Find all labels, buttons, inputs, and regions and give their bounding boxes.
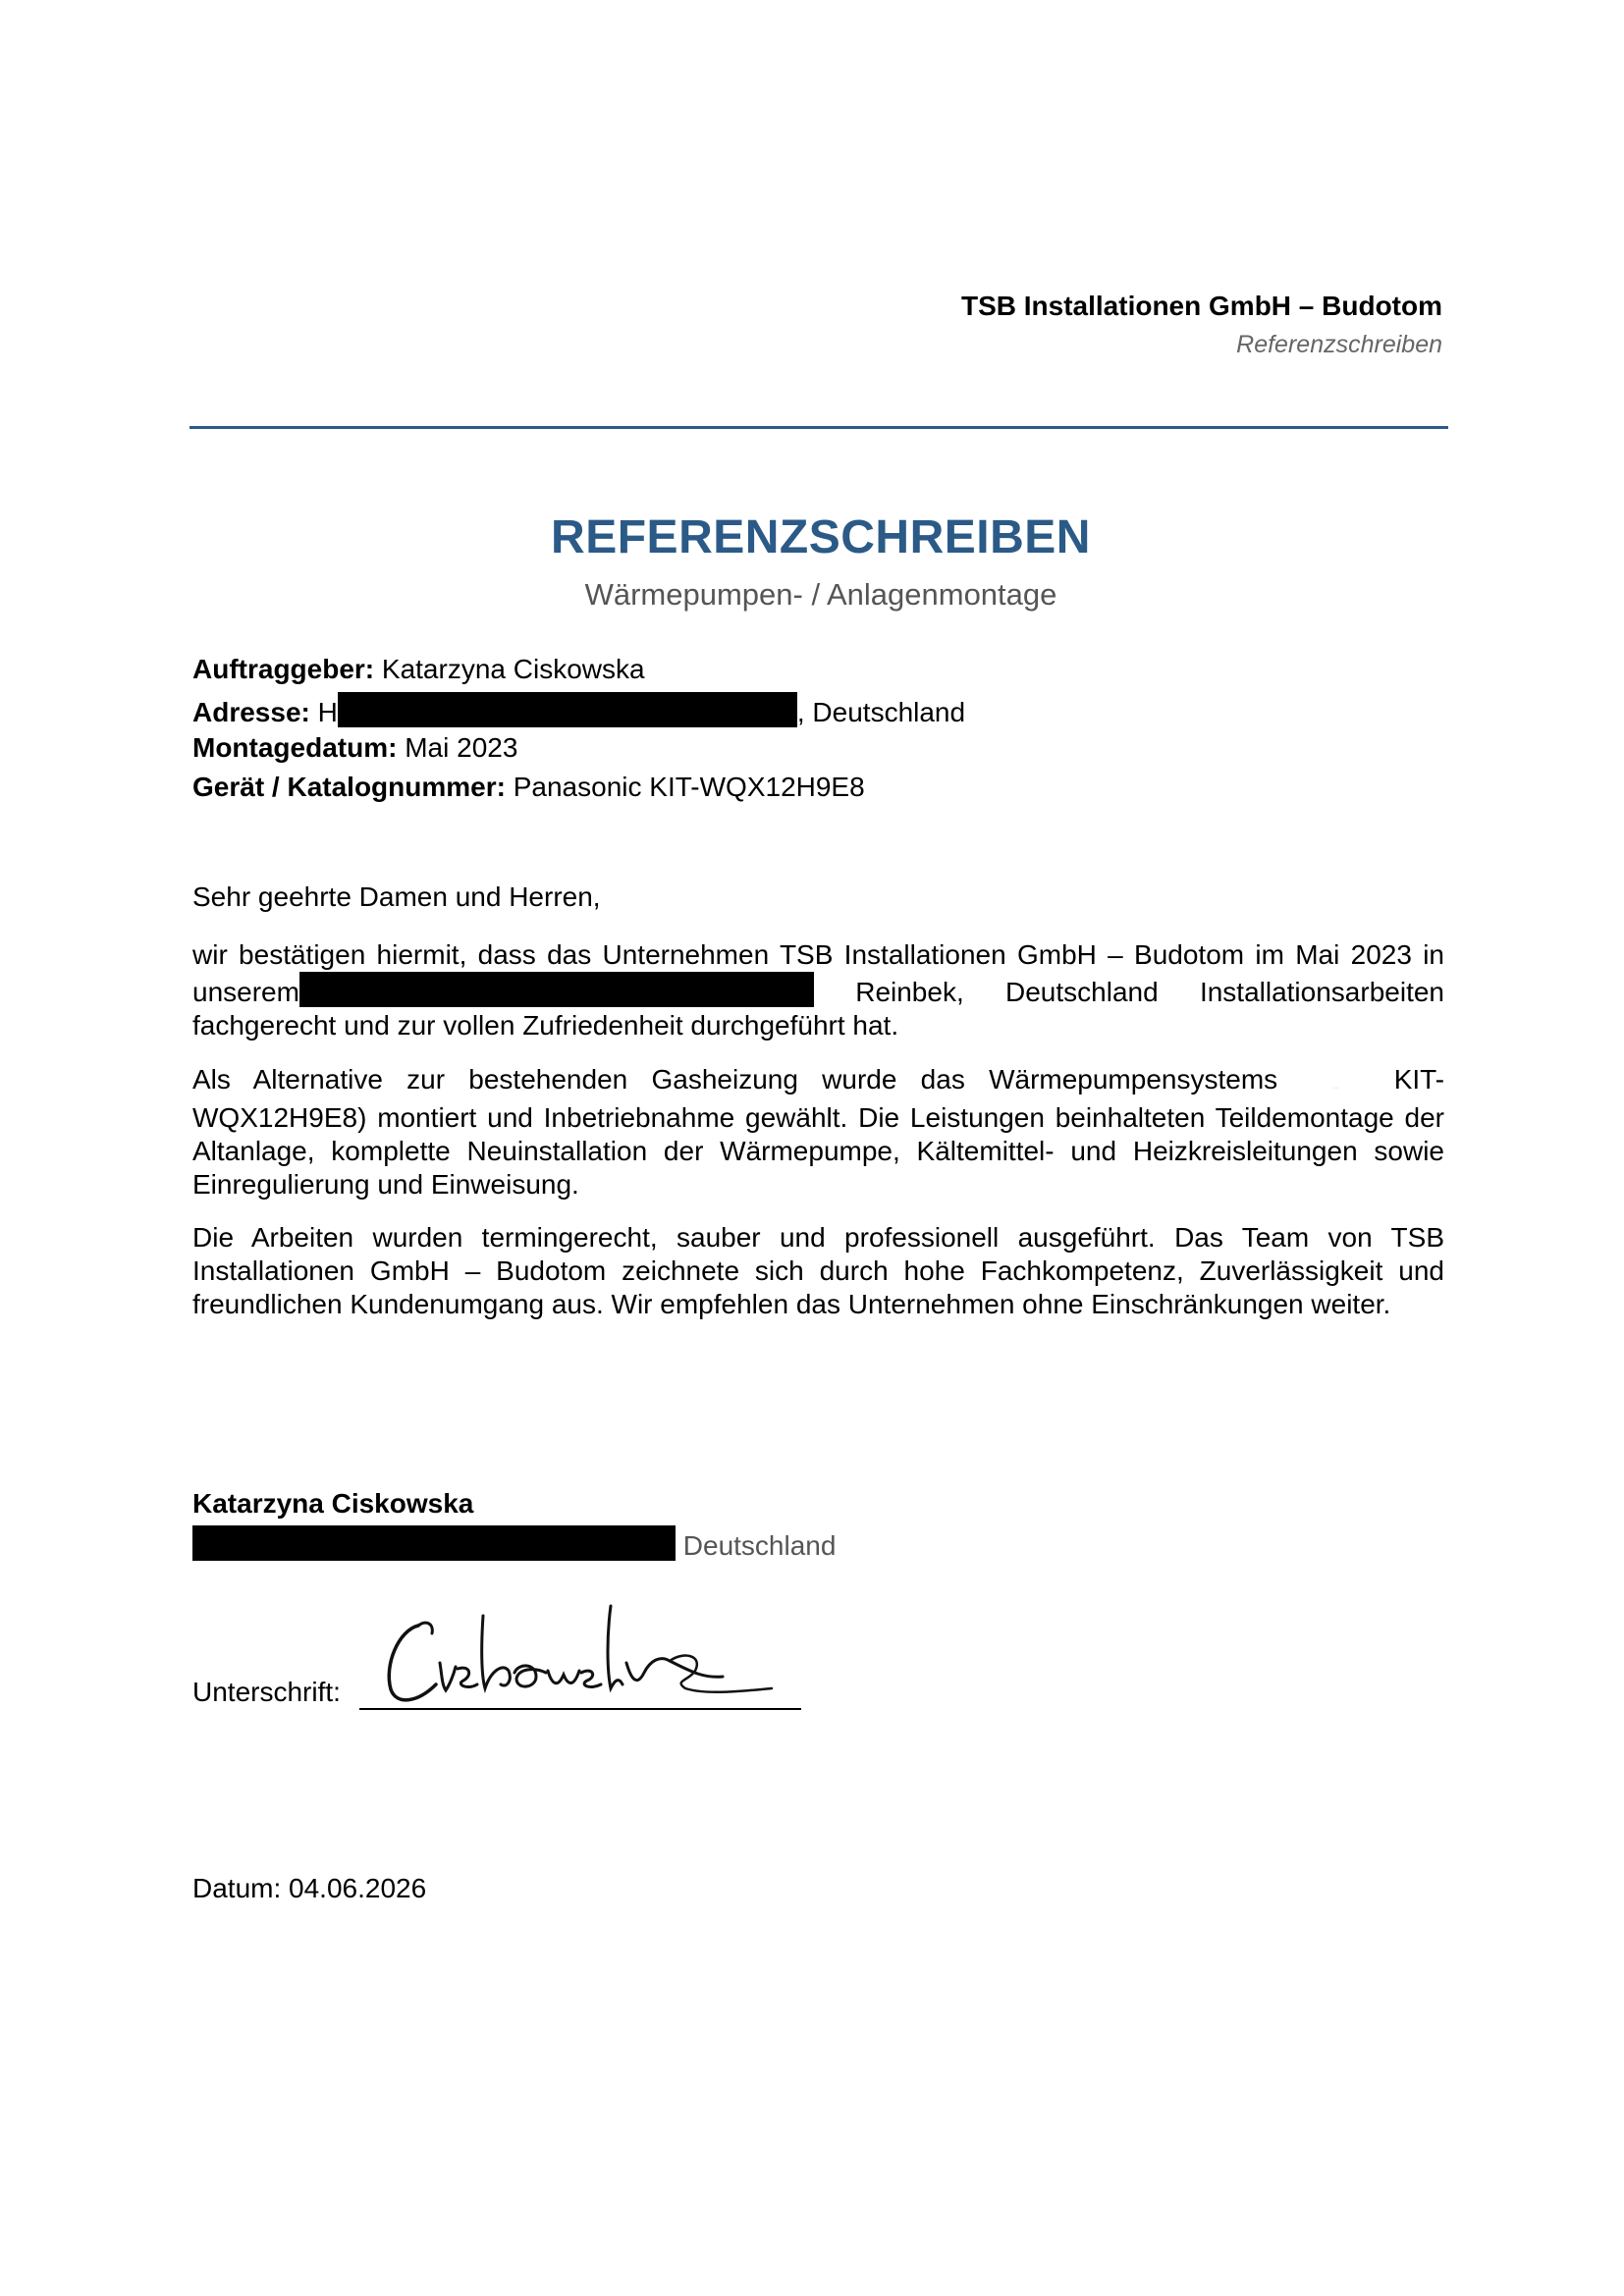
meta-client-label: Auftraggeber: [192, 654, 375, 684]
signer-name: Katarzyna Ciskowska [192, 1488, 474, 1519]
paragraph-1-end: Reinbek, Deutschland Installationsarbeiten fachgerecht und zur vollen Zufriedenheit durchgeführt hat. [192, 977, 1444, 1041]
letter-paragraph-2 [192, 1063, 1444, 1201]
meta-device-label: Gerät / Katalognummer: [192, 772, 506, 802]
redaction-bar [192, 1525, 676, 1561]
meta-device-value: Panasonic KIT-WQX12H9E8 [513, 772, 865, 802]
meta-address-row [192, 692, 965, 729]
signer-address-suffix: Deutschland [676, 1530, 837, 1561]
meta-address-prefix: H [317, 697, 338, 727]
redaction-bar [338, 692, 797, 727]
paragraph-1-start: wir bestätigen hiermit, dass das Unternehmen TSB Installationen GmbH – Budotom im Mai 2023 in unserem [192, 939, 1444, 1007]
document-date: Datum: 04.06.2026 [192, 1873, 427, 1903]
meta-date-value: Mai 2023 [405, 732, 518, 763]
paragraph-2-start: Als Alternative zur bestehenden Gasheizung wurde das Wärmepumpensystems [192, 1064, 1278, 1095]
meta-client-row [192, 653, 645, 686]
handwritten-signature-icon [379, 1586, 791, 1714]
meta-address-label: Adresse: [192, 697, 310, 727]
letter-salutation: Sehr geehrte Damen und Herren, [192, 881, 601, 912]
faint-gap-mark: .. [1332, 1078, 1339, 1092]
letter-paragraph-1 [192, 938, 1444, 1042]
signature-line [359, 1708, 801, 1710]
meta-date-label: Montagedatum: [192, 732, 398, 763]
header-divider [189, 426, 1448, 429]
document-subtitle: Wärmepumpen- / Anlagenmontage [584, 577, 1057, 612]
letter-paragraph-3: Die Arbeiten wurden termingerecht, sauber und professionell ausgeführt. Das Team von TSB Installationen GmbH – Budotom zeichnete sich durch hohe Fachkompetenz, Zuverlässigkeit und freundlichen Kundenumgang aus. Wir empfehlen das Unternehmen ohne Einschränkungen weiter. [192, 1222, 1444, 1319]
meta-date-row [192, 731, 517, 765]
redaction-bar [299, 972, 814, 1007]
meta-client-value: Katarzyna Ciskowska [381, 654, 645, 684]
document-title: REFERENZSCHREIBEN [551, 511, 1091, 563]
header-company-name: TSB Installationen GmbH – Budotom [960, 291, 1442, 321]
signature-label: Unterschrift: [192, 1677, 341, 1707]
meta-address-suffix: , Deutschland [796, 697, 966, 727]
paragraph-2-end: KIT-WQX12H9E8) montiert und Inbetriebnahme gewählt. Die Leistungen beinhalteten Teildemontage der Altanlage, komplette Neuinstallation der Wärmepumpe, Kältemittel- und Heizkreisleitungen sowie Einregulierung und Einweisung. [192, 1064, 1445, 1200]
signer-address-row [192, 1525, 836, 1562]
meta-device-row [192, 771, 865, 804]
header-document-type: Referenzschreiben [1236, 331, 1442, 358]
